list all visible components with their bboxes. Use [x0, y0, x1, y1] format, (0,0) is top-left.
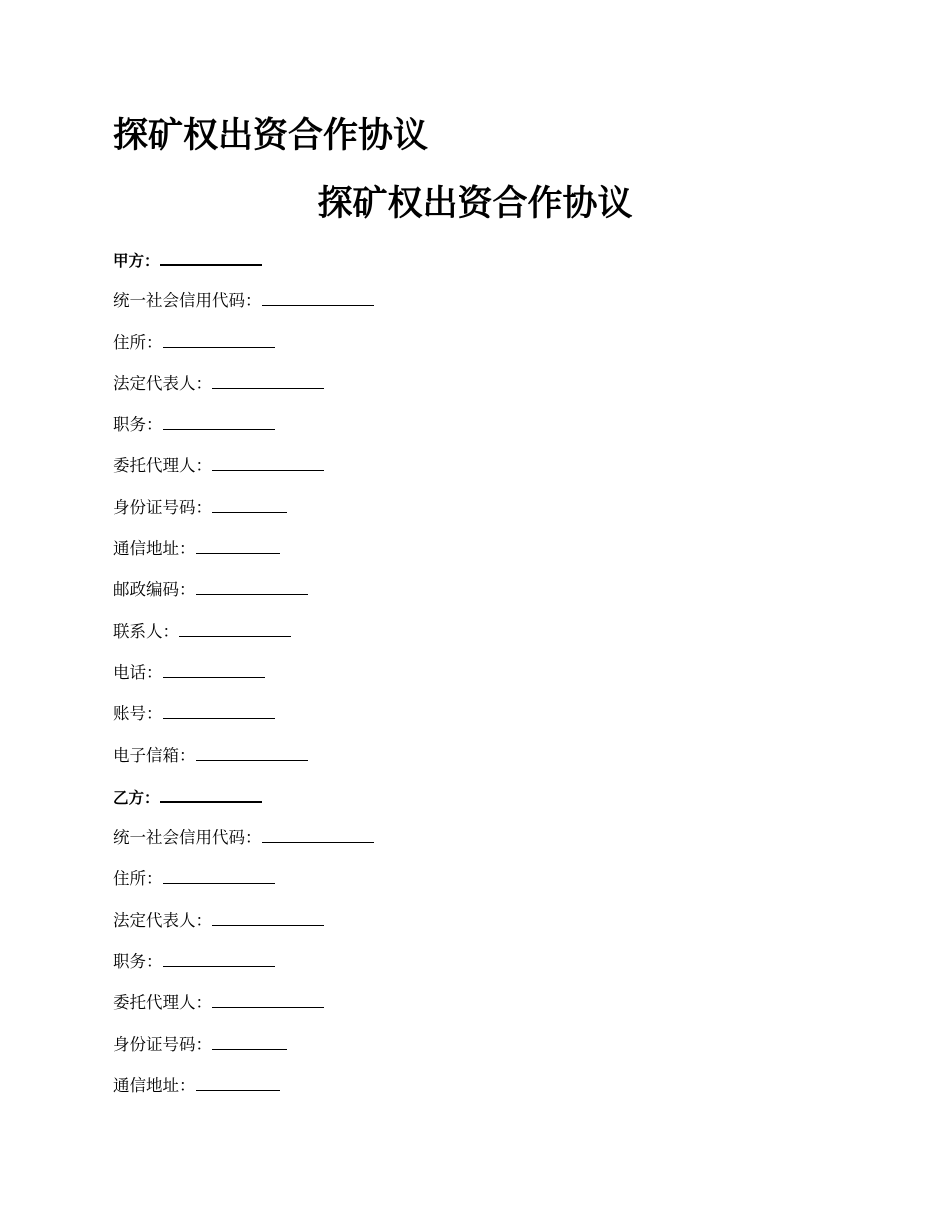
- document-header-title: 探矿权出资合作协议: [113, 116, 429, 156]
- field-label: 职务：: [113, 415, 163, 435]
- field-label: 住所：: [113, 869, 163, 889]
- party-a-field-row: [113, 452, 833, 493]
- party-a-field-row: [113, 659, 833, 700]
- party-a-name-blank: [160, 246, 262, 266]
- party-b-field-row: [113, 907, 833, 948]
- party-b-field-row: [113, 989, 833, 1030]
- field-label: 通信地址：: [113, 1075, 196, 1095]
- party-a-field-row: [113, 535, 833, 576]
- field-label: 身份证号码：: [113, 1034, 212, 1054]
- field-label: 电子信箱：: [113, 745, 196, 765]
- field-label: 账号：: [113, 704, 163, 724]
- party-b-name-blank: [160, 783, 262, 803]
- party-a-field-row: [113, 618, 833, 659]
- party-a-field-row: [113, 742, 833, 783]
- party-b-field-row: [113, 1072, 833, 1113]
- party-b-field-row: [113, 865, 833, 906]
- party-a-field-row: [113, 576, 833, 617]
- field-blank: [179, 618, 291, 637]
- field-blank: [163, 865, 275, 884]
- field-label: 法定代表人：: [113, 910, 212, 930]
- party-a-field-row: [113, 287, 833, 328]
- field-label: 职务：: [113, 952, 163, 972]
- field-blank: [212, 452, 324, 471]
- field-blank: [163, 700, 275, 719]
- field-blank: [163, 659, 265, 678]
- document-main-title: 探矿权出资合作协议: [317, 184, 633, 224]
- field-label: 法定代表人：: [113, 373, 212, 393]
- field-blank: [163, 329, 275, 348]
- party-b-heading-row: [113, 783, 833, 824]
- field-label: 通信地址：: [113, 539, 196, 559]
- party-a-field-row: [113, 329, 833, 370]
- field-label: 统一社会信用代码：: [113, 828, 262, 848]
- party-b-heading: 乙方：: [113, 788, 160, 807]
- field-label: 身份证号码：: [113, 497, 212, 517]
- field-label: 电话：: [113, 662, 163, 682]
- party-fields: [113, 246, 833, 1113]
- field-blank: [212, 494, 287, 513]
- field-blank: [196, 742, 308, 761]
- party-b-field-row: [113, 948, 833, 989]
- party-a-field-row: [113, 411, 833, 452]
- field-blank: [212, 907, 324, 926]
- field-blank: [212, 370, 324, 389]
- field-label: 住所：: [113, 332, 163, 352]
- party-a-heading: 甲方：: [113, 252, 160, 270]
- party-a-field-row: [113, 700, 833, 741]
- field-blank: [163, 411, 275, 430]
- field-label: 邮政编码：: [113, 580, 196, 600]
- field-blank: [196, 1072, 280, 1091]
- field-blank: [262, 824, 374, 843]
- field-blank: [196, 535, 280, 554]
- field-blank: [196, 576, 308, 595]
- party-a-heading-row: [113, 246, 833, 287]
- field-blank: [262, 287, 374, 306]
- field-label: 委托代理人：: [113, 456, 212, 476]
- party-b-field-row: [113, 1031, 833, 1072]
- party-a-field-row: [113, 494, 833, 535]
- field-blank: [212, 1031, 287, 1050]
- field-label: 联系人：: [113, 621, 179, 641]
- field-blank: [163, 948, 275, 967]
- field-label: 委托代理人：: [113, 993, 212, 1013]
- party-a-field-row: [113, 370, 833, 411]
- field-blank: [212, 989, 324, 1008]
- party-b-field-row: [113, 824, 833, 865]
- field-label: 统一社会信用代码：: [113, 291, 262, 311]
